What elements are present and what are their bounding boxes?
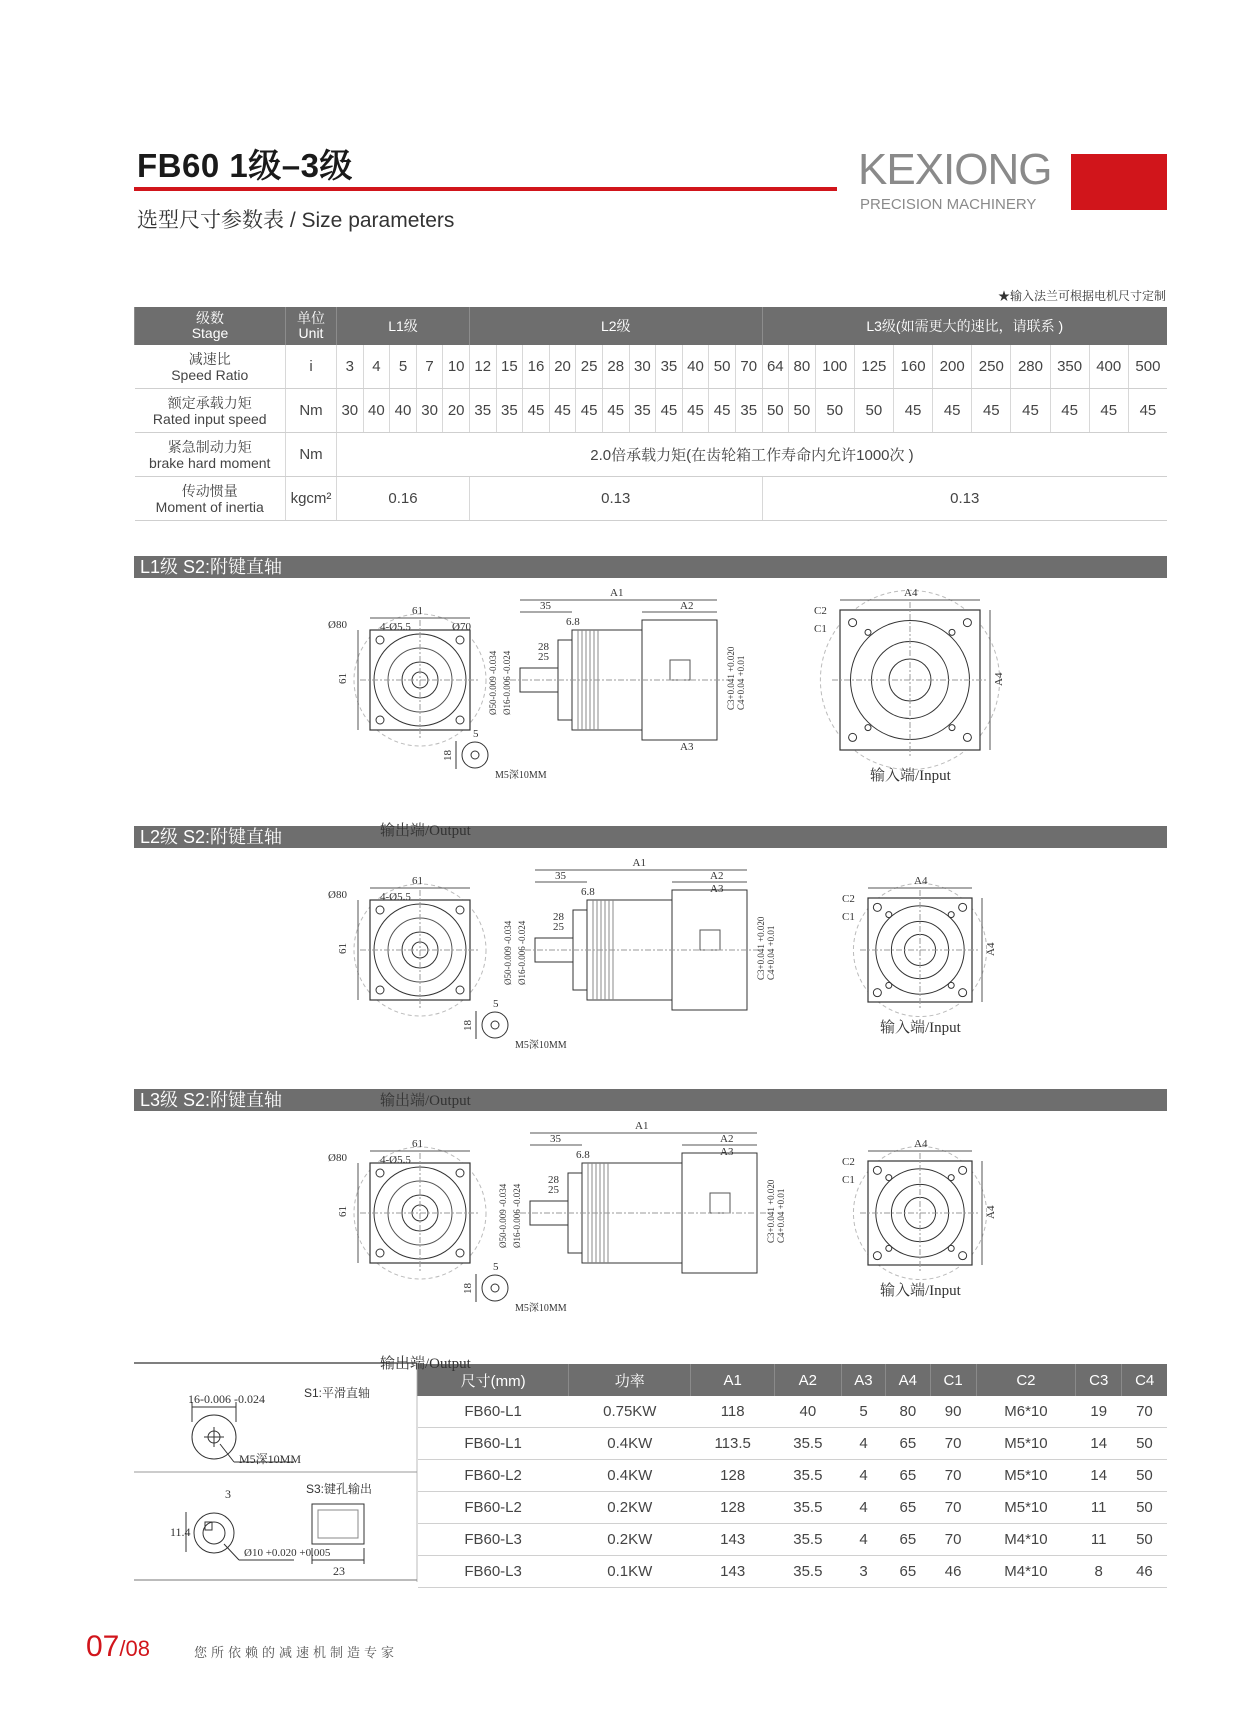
- page-number: [86, 1630, 150, 1664]
- torque-cell: 35: [469, 389, 496, 433]
- dimension-cell: 40: [774, 1396, 841, 1428]
- ratio-cell: 16: [523, 345, 550, 389]
- dim-a2: A2: [680, 600, 694, 612]
- torque-row: [135, 389, 1168, 433]
- dim-61-side: 61: [337, 1206, 349, 1217]
- s1-title: S1:平滑直轴: [304, 1386, 371, 1400]
- s3-title: S3:键孔输出: [306, 1482, 373, 1496]
- dimension-cell: 50: [1122, 1524, 1167, 1556]
- page-title: FB60 1级–3级: [137, 147, 353, 184]
- dim-28: 28: [553, 911, 564, 923]
- stage-drawing-1: [328, 585, 1240, 839]
- dim-a4-top: A4: [914, 1138, 928, 1150]
- inertia-unit: kgcm²: [286, 477, 337, 521]
- torque-cell: 45: [576, 389, 603, 433]
- key-detail: [462, 1261, 567, 1314]
- spec-table: [134, 307, 1167, 521]
- inertia-l1: 0.16: [337, 477, 470, 521]
- ratio-cell: 250: [972, 345, 1011, 389]
- output-caption: 输出端/Output: [380, 1356, 471, 1372]
- dimension-header-cell: C4: [1122, 1364, 1167, 1396]
- dim-d16: Ø16-0.006 -0.024: [517, 920, 527, 985]
- brake-value: 2.0倍承载力矩(在齿轮箱工作寿命内允许1000次 ): [337, 433, 1168, 477]
- torque-cell: 45: [933, 389, 972, 433]
- dim-28: 28: [548, 1174, 559, 1186]
- dimension-cell: 0.2KW: [569, 1492, 691, 1524]
- dimension-header-cell: C3: [1076, 1364, 1122, 1396]
- dimension-cell: FB60-L2: [418, 1460, 569, 1492]
- dimension-cell: 4: [841, 1492, 885, 1524]
- ratio-cell: 30: [629, 345, 656, 389]
- torque-cell: 35: [735, 389, 762, 433]
- torque-cell: 45: [1050, 389, 1089, 433]
- dimension-cell: 3: [841, 1556, 885, 1588]
- torque-cell: 45: [1128, 389, 1167, 433]
- dim-d16: Ø16-0.006 -0.024: [502, 650, 512, 715]
- ratio-row: [135, 345, 1168, 389]
- dim-holes: 4-Ø5.5: [380, 1154, 411, 1166]
- dim-61-top: 61: [412, 875, 423, 887]
- dimension-row: [418, 1396, 1168, 1428]
- ratio-cell: 4: [363, 345, 390, 389]
- dimension-cell: 128: [691, 1460, 774, 1492]
- dimension-cell: 70: [1122, 1396, 1167, 1428]
- dimension-header-row: [418, 1364, 1168, 1396]
- ratio-cell: 25: [576, 345, 603, 389]
- brand-tagline: PRECISION MACHINERY: [860, 196, 1037, 213]
- input-view: [842, 875, 997, 1036]
- dim-c3: C3+0.041 +0.020: [766, 1179, 776, 1243]
- inertia-l3: 0.13: [762, 477, 1167, 521]
- dimension-header-cell: A3: [841, 1364, 885, 1396]
- dim-a2: A2: [710, 870, 724, 882]
- dim-a1: A1: [632, 857, 646, 869]
- dimension-cell: 70: [930, 1428, 976, 1460]
- dimension-cell: FB60-L2: [418, 1492, 569, 1524]
- torque-cell: 50: [854, 389, 893, 433]
- dimension-cell: 50: [1122, 1460, 1167, 1492]
- torque-label: 额定承载力矩 Rated input speed: [135, 389, 286, 433]
- dim-d50: Ø50-0.009 -0.034: [498, 1183, 508, 1248]
- dimension-cell: M4*10: [976, 1524, 1075, 1556]
- dimension-cell: M5*10: [976, 1492, 1075, 1524]
- dimension-header-cell: A1: [691, 1364, 774, 1396]
- torque-cell: 30: [416, 389, 443, 433]
- dimension-cell: M6*10: [976, 1396, 1075, 1428]
- dim-35: 35: [555, 870, 566, 882]
- inertia-label: 传动惯量 Moment of inertia: [135, 477, 286, 521]
- page-subtitle: 选型尺寸参数表 / Size parameters: [137, 209, 455, 232]
- s3-height: 11.4: [170, 1525, 191, 1539]
- dimension-row: [418, 1460, 1168, 1492]
- dimension-cell: 70: [930, 1460, 976, 1492]
- torque-cell: 45: [656, 389, 683, 433]
- inertia-l2: 0.13: [469, 477, 762, 521]
- dimension-cell: 50: [1122, 1492, 1167, 1524]
- ratio-cell: 200: [933, 345, 972, 389]
- s3-key: 3: [225, 1487, 231, 1501]
- title-underline: [134, 187, 837, 191]
- side-view: [498, 1120, 786, 1273]
- dim-25: 25: [538, 651, 549, 663]
- stage-l1: L1级: [337, 307, 470, 345]
- dimension-cell: 5: [841, 1396, 885, 1428]
- dimension-cell: M4*10: [976, 1556, 1075, 1588]
- output-view: [328, 1138, 486, 1372]
- section-l3: L3级 S2:附键直轴: [134, 1089, 1167, 1111]
- dimension-cell: 35.5: [774, 1556, 841, 1588]
- dimension-cell: 35.5: [774, 1524, 841, 1556]
- torque-cell: 40: [390, 389, 417, 433]
- output-view: [328, 875, 486, 1109]
- dim-6-8: 6.8: [576, 1149, 590, 1161]
- input-view: [842, 1138, 997, 1299]
- dimension-cell: FB60-L1: [418, 1428, 569, 1460]
- dimension-cell: 4: [841, 1524, 885, 1556]
- key-height: 18: [462, 1283, 474, 1294]
- dim-6-8: 6.8: [581, 886, 595, 898]
- dim-a3: A3: [720, 1146, 734, 1158]
- dim-61-top: 61: [412, 605, 423, 617]
- torque-cell: 50: [789, 389, 816, 433]
- stage-l3: L3级(如需更大的速比，请联系 ): [762, 307, 1167, 345]
- ratio-label: 减速比 Speed Ratio: [135, 345, 286, 389]
- dimension-cell: 46: [1122, 1556, 1167, 1588]
- torque-cell: 35: [629, 389, 656, 433]
- torque-cell: 45: [602, 389, 629, 433]
- torque-cell: 50: [762, 389, 789, 433]
- dimension-row: [418, 1428, 1168, 1460]
- dimension-cell: 0.4KW: [569, 1428, 691, 1460]
- output-caption: 输出端/Output: [380, 823, 471, 839]
- dimension-cell: FB60-L1: [418, 1396, 569, 1428]
- dimension-cell: 50: [1122, 1428, 1167, 1460]
- dim-d80: Ø80: [328, 889, 347, 901]
- key-m5: M5深10MM: [515, 1040, 567, 1051]
- dim-c1: C1: [842, 1174, 855, 1186]
- section-l1: L1级 S2:附键直轴: [134, 556, 1167, 578]
- torque-cell: 20: [443, 389, 470, 433]
- torque-cell: 30: [337, 389, 364, 433]
- ratio-cell: 50: [709, 345, 736, 389]
- dimension-cell: 0.75KW: [569, 1396, 691, 1428]
- dim-c1: C1: [814, 623, 827, 635]
- dimension-header-cell: C1: [930, 1364, 976, 1396]
- ratio-cell: 100: [815, 345, 854, 389]
- ratio-cell: 12: [469, 345, 496, 389]
- dimension-cell: 8: [1076, 1556, 1122, 1588]
- key-width: 5: [493, 998, 499, 1010]
- spec-header-row: [135, 307, 1168, 345]
- brake-row: [135, 433, 1168, 477]
- torque-cell: 35: [496, 389, 523, 433]
- key-height: 18: [462, 1020, 474, 1031]
- ratio-unit: i: [286, 345, 337, 389]
- dimension-cell: 65: [886, 1428, 930, 1460]
- dimension-cell: 65: [886, 1460, 930, 1492]
- dimension-header-cell: C2: [976, 1364, 1075, 1396]
- dim-25: 25: [548, 1184, 559, 1196]
- dimension-cell: FB60-L3: [418, 1524, 569, 1556]
- unit-label: 单位 Unit: [286, 307, 337, 345]
- ratio-cell: 80: [789, 345, 816, 389]
- input-caption: 输入端/Input: [870, 768, 951, 784]
- dim-35: 35: [540, 600, 551, 612]
- dimension-cell: M5*10: [976, 1460, 1075, 1492]
- dim-61-top: 61: [412, 1138, 423, 1150]
- dimension-header-cell: 功率: [569, 1364, 691, 1396]
- dimension-header-cell: A4: [886, 1364, 930, 1396]
- dimension-cell: 46: [930, 1556, 976, 1588]
- dim-c4: C4+0.04 +0.01: [776, 1188, 786, 1243]
- dimension-cell: 14: [1076, 1428, 1122, 1460]
- dimension-header-cell: A2: [774, 1364, 841, 1396]
- dimension-cell: 128: [691, 1492, 774, 1524]
- key-height: 18: [442, 750, 454, 761]
- dimension-cell: 4: [841, 1428, 885, 1460]
- ratio-cell: 28: [602, 345, 629, 389]
- ratio-cell: 350: [1050, 345, 1089, 389]
- dimension-cell: 70: [930, 1492, 976, 1524]
- dimension-cell: 11: [1076, 1524, 1122, 1556]
- brake-unit: Nm: [286, 433, 337, 477]
- ratio-cell: 70: [735, 345, 762, 389]
- s1-m5: M5深10MM: [239, 1452, 302, 1466]
- dim-a3: A3: [710, 883, 724, 895]
- dimension-cell: 65: [886, 1524, 930, 1556]
- dimension-cell: 35.5: [774, 1428, 841, 1460]
- dimension-cell: 113.5: [691, 1428, 774, 1460]
- output-caption: 输出端/Output: [380, 1093, 471, 1109]
- ratio-cell: 35: [656, 345, 683, 389]
- key-m5: M5深10MM: [495, 770, 547, 781]
- dim-a1: A1: [635, 1120, 649, 1132]
- dimension-cell: 65: [886, 1556, 930, 1588]
- side-view: [488, 587, 746, 753]
- dimension-cell: 4: [841, 1460, 885, 1492]
- inertia-row: [135, 477, 1168, 521]
- torque-cell: 45: [523, 389, 550, 433]
- dim-holes: 4-Ø5.5: [380, 621, 411, 633]
- ratio-cell: 40: [682, 345, 709, 389]
- dim-d80: Ø80: [328, 1152, 347, 1164]
- ratio-cell: 5: [390, 345, 417, 389]
- stage-label: 级数 Stage: [135, 307, 286, 345]
- side-view: [503, 857, 776, 1010]
- page-current: 07: [86, 1630, 120, 1663]
- dim-c2: C2: [842, 1156, 855, 1168]
- dimension-cell: 14: [1076, 1460, 1122, 1492]
- ratio-cell: 15: [496, 345, 523, 389]
- footer-slogan: 您所依赖的减速机制造专家: [194, 1645, 399, 1660]
- input-view: [814, 587, 1005, 784]
- dimension-cell: 70: [930, 1524, 976, 1556]
- dim-a4-side: A4: [993, 672, 1005, 686]
- dim-a4-top: A4: [904, 587, 918, 599]
- dimension-cell: 11: [1076, 1492, 1122, 1524]
- dim-a1: A1: [610, 587, 624, 599]
- ratio-cell: 400: [1089, 345, 1128, 389]
- ratio-cell: 280: [1011, 345, 1050, 389]
- dim-c3: C3+0.041 +0.020: [756, 916, 766, 980]
- torque-cell: 45: [1089, 389, 1128, 433]
- dimension-row: [418, 1492, 1168, 1524]
- key-width: 5: [493, 1261, 499, 1273]
- dimension-cell: 143: [691, 1556, 774, 1588]
- dimension-cell: 35.5: [774, 1492, 841, 1524]
- ratio-cell: 125: [854, 345, 893, 389]
- torque-cell: 45: [893, 389, 932, 433]
- dimension-cell: 19: [1076, 1396, 1122, 1428]
- s3-length: 23: [333, 1564, 345, 1578]
- key-width: 5: [473, 728, 479, 740]
- dimension-cell: 143: [691, 1524, 774, 1556]
- dim-d16: Ø16-0.006 -0.024: [512, 1183, 522, 1248]
- page-total: /08: [119, 1636, 150, 1661]
- dim-28: 28: [538, 641, 549, 653]
- custom-flange-note: ★输入法兰可根据电机尺寸定制: [997, 289, 1166, 303]
- ratio-cell: 3: [337, 345, 364, 389]
- dim-d50: Ø50-0.009 -0.034: [503, 920, 513, 985]
- dim-a3: A3: [680, 741, 694, 753]
- dim-a4-side: A4: [985, 942, 997, 956]
- dim-c3: C3+0.041 +0.020: [726, 646, 736, 710]
- torque-cell: 45: [972, 389, 1011, 433]
- dimension-cell: 0.2KW: [569, 1524, 691, 1556]
- ratio-cell: 10: [443, 345, 470, 389]
- ratio-cell: 20: [549, 345, 576, 389]
- dim-c4: C4+0.04 +0.01: [736, 655, 746, 710]
- dim-25: 25: [553, 921, 564, 933]
- key-detail: [462, 998, 567, 1051]
- dimension-cell: 118: [691, 1396, 774, 1428]
- ratio-cell: 64: [762, 345, 789, 389]
- dimension-cell: 90: [930, 1396, 976, 1428]
- dim-c2: C2: [842, 893, 855, 905]
- brand-logo: KEXIONG: [858, 145, 1052, 194]
- dim-61-side: 61: [337, 943, 349, 954]
- dim-c4: C4+0.04 +0.01: [766, 925, 776, 980]
- dimension-row: [418, 1556, 1168, 1588]
- torque-cell: 45: [1011, 389, 1050, 433]
- s1-diameter: 16-0.006 -0.024: [188, 1392, 265, 1406]
- dimension-cell: 35.5: [774, 1460, 841, 1492]
- torque-cell: 40: [363, 389, 390, 433]
- ratio-cell: 160: [893, 345, 932, 389]
- torque-cell: 50: [815, 389, 854, 433]
- key-detail: [442, 728, 547, 781]
- torque-unit: Nm: [286, 389, 337, 433]
- torque-cell: 45: [682, 389, 709, 433]
- dim-d50: Ø50-0.009 -0.034: [488, 650, 498, 715]
- torque-cell: 45: [709, 389, 736, 433]
- stage-l2: L2级: [469, 307, 762, 345]
- brake-label: 紧急制动力矩 brake hard moment: [135, 433, 286, 477]
- output-view: [328, 605, 486, 839]
- dim-c1: C1: [842, 911, 855, 923]
- dimension-cell: 0.4KW: [569, 1460, 691, 1492]
- torque-cell: 45: [549, 389, 576, 433]
- dimension-cell: 0.1KW: [569, 1556, 691, 1588]
- dim-a4-side: A4: [985, 1205, 997, 1219]
- dimension-cell: FB60-L3: [418, 1556, 569, 1588]
- dim-c2: C2: [814, 605, 827, 617]
- s3-bore: Ø10 +0.020 +0.005: [244, 1547, 331, 1559]
- input-caption: 输入端/Input: [880, 1020, 961, 1036]
- dimension-cell: 80: [886, 1396, 930, 1428]
- dim-35: 35: [550, 1133, 561, 1145]
- dimension-row: [418, 1524, 1168, 1556]
- dimension-table: [417, 1364, 1167, 1588]
- dim-6-8: 6.8: [566, 616, 580, 628]
- dim-a4-top: A4: [914, 875, 928, 887]
- dim-holes: 4-Ø5.5: [380, 891, 411, 903]
- brand-square: [1071, 154, 1167, 210]
- key-m5: M5深10MM: [515, 1303, 567, 1314]
- dim-d80: Ø80: [328, 619, 347, 631]
- section-l2: L2级 S2:附键直轴: [134, 826, 1167, 848]
- stage-drawing-3: [328, 1118, 1240, 1372]
- input-caption: 输入端/Input: [880, 1283, 961, 1299]
- stage-drawing-2: [328, 855, 1240, 1109]
- dimension-header-cell: 尺寸(mm): [418, 1364, 569, 1396]
- ratio-cell: 7: [416, 345, 443, 389]
- dimension-cell: 65: [886, 1492, 930, 1524]
- dimension-cell: M5*10: [976, 1428, 1075, 1460]
- dim-a2: A2: [720, 1133, 734, 1145]
- dim-d70: Ø70: [452, 621, 471, 633]
- ratio-cell: 500: [1128, 345, 1167, 389]
- dim-61-side: 61: [337, 673, 349, 684]
